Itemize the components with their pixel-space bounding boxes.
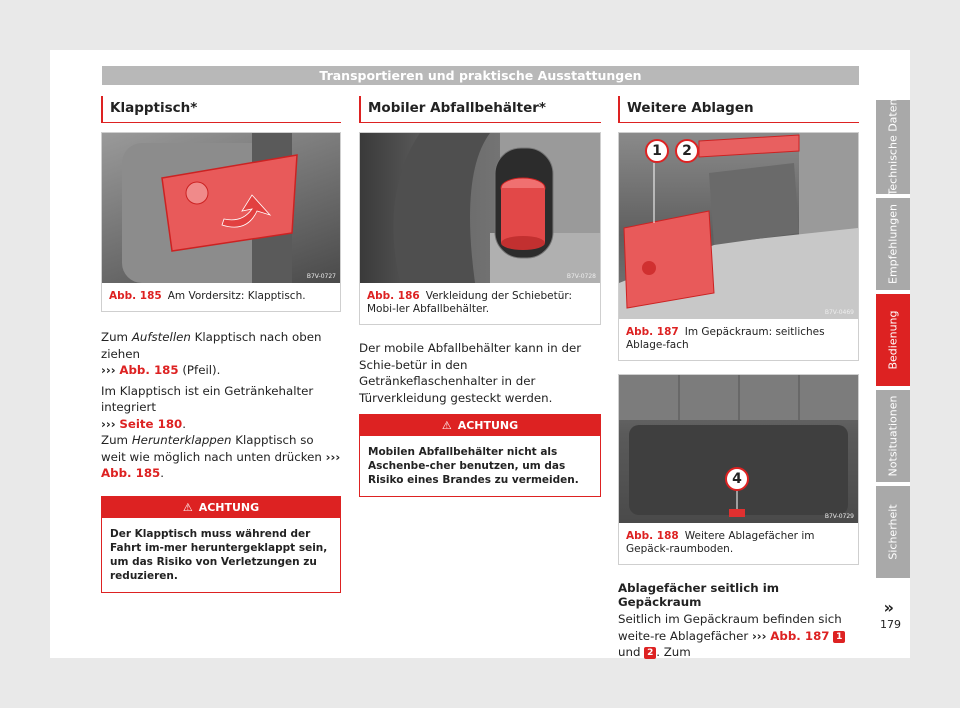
door-photo [360,133,600,283]
seat-back-photo [102,133,340,283]
subheading: Ablagefächer seitlich im Gepäckraum [618,581,780,609]
section-title: Klapptisch* [101,96,341,123]
warning-header: ⚠ ACHTUNG [102,497,340,518]
continue-arrow-icon: » [883,598,894,617]
figure-caption [619,319,858,360]
trunk-side-photo [619,133,858,319]
figure-link[interactable]: Abb. 185 [119,363,179,377]
figure-caption [360,283,600,324]
figure-code: B7V-0469 [824,309,854,316]
figure-link[interactable]: Abb. 187 [770,628,830,643]
caption-text: Am Vordersitz: Klapptisch. [167,290,306,302]
figure-187 [618,132,859,361]
warning-text: Der Klapptisch muss während der Fahrt im-mer heruntergeklappt sein, um das Risiko von Verletzungen zu reduzieren. [110,527,328,582]
tab-sicherheit[interactable]: Sicherheit [876,486,910,578]
caption-text: Weitere Ablagefächer im Gepäck-raumboden. [626,530,815,555]
figure-code: B7V-0727 [306,273,336,280]
tab-notsituationen[interactable]: Notsituationen [876,390,910,482]
body-text [101,329,341,482]
figure-caption [619,523,858,564]
paragraph: Im Klapptisch ist ein Getränkehalter integriert ››› Seite 180. Zum Herunterklappen Klapptisch so weit wie möglich nach unten drücken ››› Abb. 185. [101,383,341,480]
section-weitere-ablagen [618,96,859,665]
paragraph: Zum Aufstellen Klapptisch nach oben ziehen ››› Abb. 185 (Pfeil). [101,330,322,377]
trunk-floor-illustration [619,375,858,523]
warning-triangle-icon: ⚠ [441,419,452,432]
paragraph: Seitlich im Gepäckraum befinden sich weite-re Ablagefächer ››› Abb. 187 1 und 2 . Zum [618,611,859,661]
section-title: Mobiler Abfallbehälter* [359,96,601,123]
warning-text: Mobilen Abfallbehälter nicht als Aschenbe-cher benutzen, um das Risiko eines Brandes zu vermeiden. [368,446,579,486]
chapter-tabs [876,100,910,582]
callout-2: 2 [675,139,699,163]
caption-text: Verkleidung der Schiebetür: Mobi-ler Abfallbehälter. [367,290,573,315]
tab-technische-daten[interactable]: Technische Daten [876,100,910,194]
warning-triangle-icon: ⚠ [182,500,193,514]
figure-number: Abb. 187 [626,326,679,338]
figure-link[interactable]: Abb. 185 [101,466,161,480]
warning-box [101,496,341,593]
figure-188 [618,374,859,565]
warning-header: ⚠ ACHTUNG [360,415,600,436]
warning-box [359,414,601,497]
paragraph: Der mobile Abfallbehälter kann in der Schie-betür in den Getränkeflaschenhalter in der Türverkleidung gesteckt werden. [359,341,582,405]
tab-bedienung[interactable]: Bedienung [876,294,910,386]
body-text [618,611,859,661]
callout-4: 4 [725,467,749,491]
caption-text: Im Gepäckraum: seitliches Ablage-fach [626,326,825,351]
figure-185 [101,132,341,312]
tab-empfehlungen[interactable]: Empfehlungen [876,198,910,290]
bin-illustration [360,133,600,283]
figure-number: Abb. 186 [367,290,420,302]
figure-code: B7V-0728 [566,273,596,280]
item-badge-1: 1 [833,631,845,643]
figure-number: Abb. 185 [109,290,162,302]
figure-caption [102,283,340,311]
item-badge-2: 2 [644,647,656,659]
figure-number: Abb. 188 [626,530,679,542]
page-link[interactable]: Seite 180 [119,416,183,431]
section-abfallbehaelter [359,96,601,497]
section-title: Weitere Ablagen [618,96,859,123]
page-header: Transportieren und praktische Ausstattungen [102,66,859,85]
body-text [359,340,601,406]
page-number: 179 [880,618,901,631]
figure-186 [359,132,601,325]
trunk-floor-photo [619,375,858,523]
callout-1: 1 [645,139,669,163]
figure-code: B7V-0729 [824,513,854,520]
seat-illustration [102,133,340,283]
section-klapptisch [101,96,341,593]
